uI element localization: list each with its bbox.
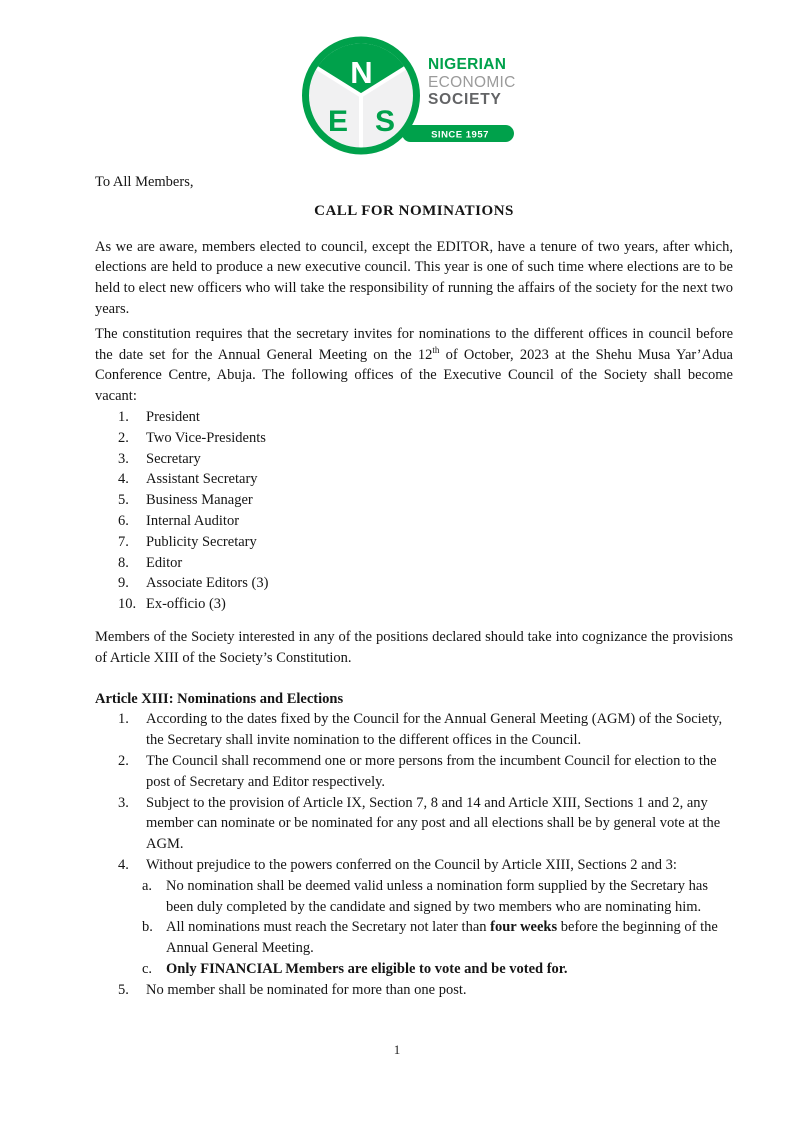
logo-word-society: SOCIETY [428,91,502,108]
emblem-letter-n: N [350,55,373,90]
list-item [95,751,733,793]
list-marker: 2. [118,429,129,446]
sub-list-item [95,917,733,959]
list-item [95,511,733,532]
list-text: Publicity Secretary [146,533,257,550]
list-item [95,532,733,553]
list-text-bold: Only FINANCIAL Members are eligible to vote and be voted for. [166,960,568,977]
list-item [95,793,733,855]
article-heading: Article XIII: Nominations and Elections [95,690,344,707]
nes-logo [302,36,522,160]
vacant-offices-list [95,407,733,615]
emblem-letter-s: S [374,105,396,138]
list-text: Secretary [146,450,201,467]
deadline-text-start: All nominations must reach the Secretary not later than [166,919,491,936]
list-item [95,594,733,615]
list-marker: 3. [118,450,129,467]
list-text [166,917,733,959]
paragraph-tenure: As we are aware, members elected to council, except the EDITOR, have a tenure of two years, after which, elections are held to produce a new executive council. This year is one of such time where elections are to be held to elect new officers who will take the responsibility of running the affairs of the society for the next two years. [95,238,733,317]
list-item [95,407,733,428]
list-item [95,428,733,449]
emblem-letter-e: E [327,105,349,138]
document-title: CALL FOR NOMINATIONS [314,202,514,219]
list-marker: 7. [118,533,129,550]
list-item [95,709,733,751]
logo-word-nigerian: NIGERIAN [428,56,507,73]
list-marker: 3. [118,794,129,811]
paragraph-constitution [95,324,733,407]
list-marker: 4. [118,471,129,488]
list-marker: c. [142,960,153,977]
deadline-text-end: before the beginning of the Annual General Meeting. [166,919,718,957]
list-text: According to the dates fixed by the Council for the Annual General Meeting (AGM) of the Society, the Secretary shall invite nomination to the different offices in the Council. [146,711,723,749]
since-badge-label: SINCE 1957 [431,129,489,141]
list-item [95,855,733,876]
list-item [95,469,733,490]
list-text: Internal Auditor [146,512,240,529]
logo-word-economic: ECONOMIC [428,73,516,91]
list-marker: 8. [118,554,129,571]
list-text: Assistant Secretary [146,471,258,488]
page-number: 1 [393,1042,401,1057]
list-item [95,573,733,594]
list-text: No member shall be nominated for more than one post. [146,981,467,998]
list-marker: 9. [118,575,129,592]
list-marker: 10. [118,596,137,613]
list-text: No nomination shall be deemed valid unless a nomination form supplied by the Secretary has been duly completed by the candidate and signed by two members who are nominating him. [166,877,709,915]
list-marker: 1. [118,408,129,425]
paragraph-cognizance: Members of the Society interested in any of the positions declared should take into cognizance the provisions of Article XIII of the Society’s Constitution. [95,628,733,666]
list-marker: 5. [118,981,129,998]
letter-body [95,172,733,1000]
list-text: The Council shall recommend one or more persons from the incumbent Council for election to the post of Secretary and Editor respectively. [146,752,717,790]
list-text: Two Vice-Presidents [146,429,266,446]
list-text: Subject to the provision of Article IX, Section 7, 8 and 14 and Article XIII, Sections 1 and 2, any member can nominate or be nominated for any post and all elections shall be by general vote at the AGM. [146,794,721,853]
paragraph-constitution-end: of October, 2023 at the Shehu Musa Yar’Adua Conference Centre, Abuja. The following offices of the Executive Council of the Society shall become vacant: [95,346,733,405]
list-marker: b. [142,919,153,936]
list-marker: 6. [118,512,129,529]
list-text: Editor [146,554,183,571]
list-item [95,449,733,470]
list-text: Ex-officio (3) [146,596,226,613]
list-text: Business Manager [146,492,253,509]
paragraph-constitution-start: The constitution requires that the secretary invites for nominations to the different offices in council before the date set for the Annual General Meeting on the 12 [95,325,733,363]
sub-list-item [95,959,733,980]
list-marker: 2. [118,752,129,769]
list-text: Associate Editors (3) [146,575,269,592]
ordinal-superscript: th [432,344,440,355]
list-marker: 4. [118,856,129,873]
list-text: Without prejudice to the powers conferred on the Council by Article XIII, Sections 2 and 3: [146,856,677,873]
salutation: To All Members, [95,174,194,190]
list-item [95,553,733,574]
list-marker: 1. [118,711,129,728]
list-text: President [146,408,200,425]
list-marker: a. [142,877,153,894]
sub-list-item [95,876,733,918]
deadline-bold: four weeks [490,919,558,936]
article-rules-list [95,709,733,1000]
logo-wordmark [428,56,516,109]
list-item [95,490,733,511]
list-item [95,980,733,1001]
list-marker: 5. [118,492,129,509]
